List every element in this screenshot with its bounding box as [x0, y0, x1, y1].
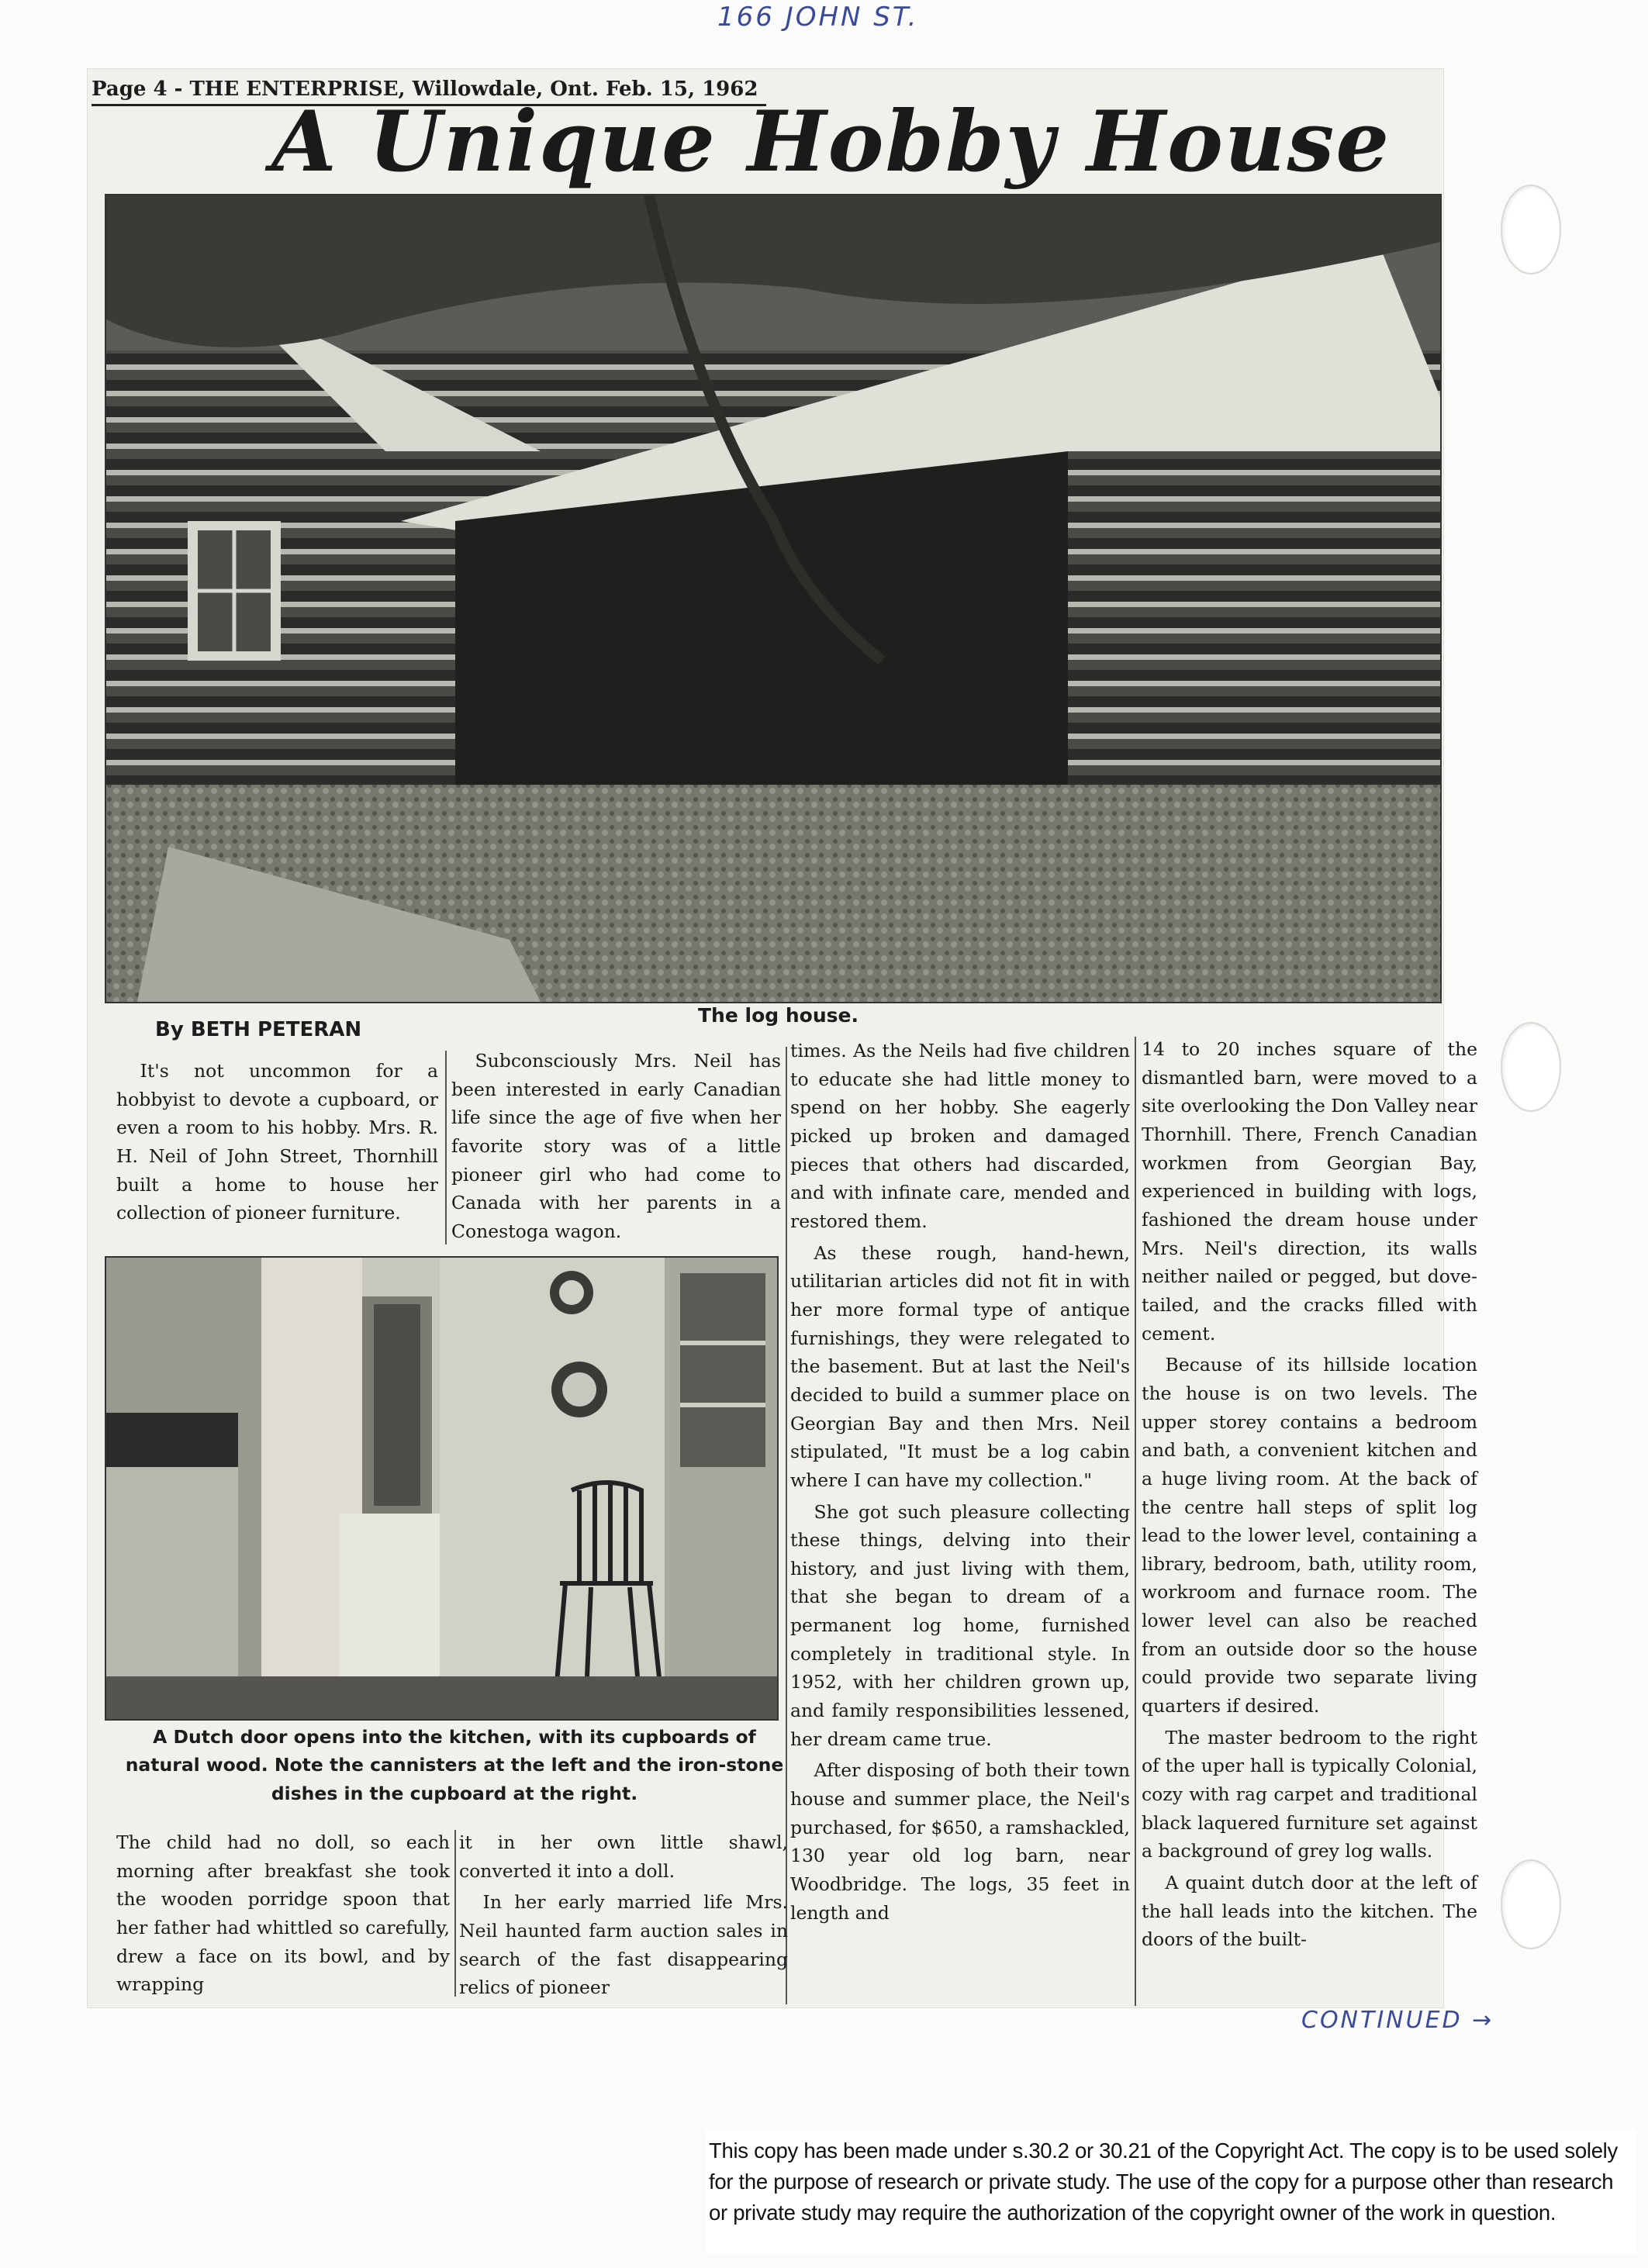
paragraph: As these rough, hand-hewn, utilitarian articles did not fit in with her more formal type of antique furnishings, they were relegated to the basement. But at last the Neil's decided to build a summer place on Georgian Bay and then Mrs. Neil stipulated, "It must be a log cabin where I can have my collection.": [790, 1241, 1130, 1491]
article-column-2: [451, 1047, 781, 1246]
handwritten-continued: CONTINUED →: [1301, 2007, 1494, 2034]
column-rule: [1135, 1037, 1136, 2006]
paragraph: She got such pleasure collecting these things, delving into their history, and just living with them, that she began to dream of a permanent log home, furnished completely in traditional style. In 1952, with her children grown up, and family responsibilities lessened, her dream came true.: [790, 1500, 1130, 1750]
punch-hole-top: [1501, 185, 1561, 274]
log-house-photo: [105, 194, 1442, 1003]
paragraph: Because of its hillside location the house is on two levels. The upper storey contains a bedroom and bath, a convenient kitchen and a huge living room. At the back of the centre hall steps of split log lead to the lower level, containing a library, bedroom, bath, utility room, workroom and furnace room. The lower level can also be reached from an outside door so the house could provide two separate living quarters if desired.: [1142, 1354, 1477, 1717]
paragraph: times. As the Neils had five children to educate she had little money to spend on her hobby. She eagerly picked up broken and damaged pieces that others had discarded, and with infinate care, mended and restored them.: [790, 1040, 1130, 1232]
article-column-4: [1142, 1035, 1477, 1954]
article-column-1: [116, 1057, 438, 1227]
paragraph: The child had no doll, so each morning after breakfast she took the wooden porridge spoon that her father had whittled so carefully, drew a face on its bowl, and by wrapping: [116, 1831, 450, 1996]
photo-caption-log-house: The log house.: [698, 1004, 859, 1027]
column-rule: [445, 1051, 447, 1244]
column-rule: [454, 1830, 456, 1997]
handwritten-address: 166 JOHN ST.: [717, 2, 919, 33]
paragraph: Subconsciously Mrs. Neil has been interested in early Canadian life since the age of five when her favorite story was of a little pioneer girl who had come to Canada with her parents in a Conestoga wagon.: [451, 1050, 781, 1242]
masthead: Page 4 - THE ENTERPRISE, Willowdale, Ont. Feb. 15, 1962: [92, 78, 766, 106]
paragraph: it in her own little shawl, converted it into a doll.: [459, 1831, 788, 1882]
byline: By BETH PETERAN: [155, 1018, 362, 1041]
copyright-notice: This copy has been made under s.30.2 or 30.21 of the Copyright Act. The copy is to be used solely for the purpose of research or private study. The use of the copy for a purpose other than research or private study may require the authorization of the copyright owner of the work in question.: [706, 2129, 1636, 2253]
article-column-2-continued: [459, 1828, 788, 2002]
kitchen-photo: [105, 1256, 779, 1721]
paragraph: 14 to 20 inches square of the dismantled barn, were moved to a site overlooking the Don Valley near Thornhill. There, French Canadian workmen from Georgian Bay, experienced in building with logs, fashioned the dream house under Mrs. Neil's direction, its walls neither nailed or pegged, but dove-tailed, and the cracks filled with cement.: [1142, 1038, 1477, 1345]
paragraph: The master bedroom to the right of the uper hall is typically Colonial, cozy with rag carpet and traditional black laquered furniture set against a background of grey log walls.: [1142, 1726, 1477, 1862]
article-column-1-continued: [116, 1828, 450, 1999]
paragraph: It's not uncommon for a hobbyist to devote a cupboard, or even a room to his hobby. Mrs. R. H. Neil of John Street, Thornhill built a home to house her collection of pioneer furniture.: [116, 1060, 438, 1224]
headline: A Unique Hobby House: [271, 93, 1391, 191]
paragraph: After disposing of both their town house and summer place, the Neil's purchased, for $650, a ramshackled, 130 year old log barn, near Woodbridge. The logs, 35 feet in length and: [790, 1759, 1130, 1924]
punch-hole-bottom: [1501, 1859, 1561, 1949]
paragraph: In her early married life Mrs. Neil haunted farm auction sales in search of the fast disappearing relics of pioneer: [459, 1891, 788, 1999]
photo-caption-kitchen: A Dutch door opens into the kitchen, with its cupboards of natural wood. Note the cannisters at the left and the iron-stone dishes in the cupboard at the right.: [125, 1726, 784, 1804]
paragraph: A quaint dutch door at the left of the hall leads into the kitchen. The doors of the built-: [1142, 1872, 1477, 1951]
punch-hole-middle: [1501, 1022, 1561, 1112]
article-column-3: [790, 1037, 1130, 1927]
